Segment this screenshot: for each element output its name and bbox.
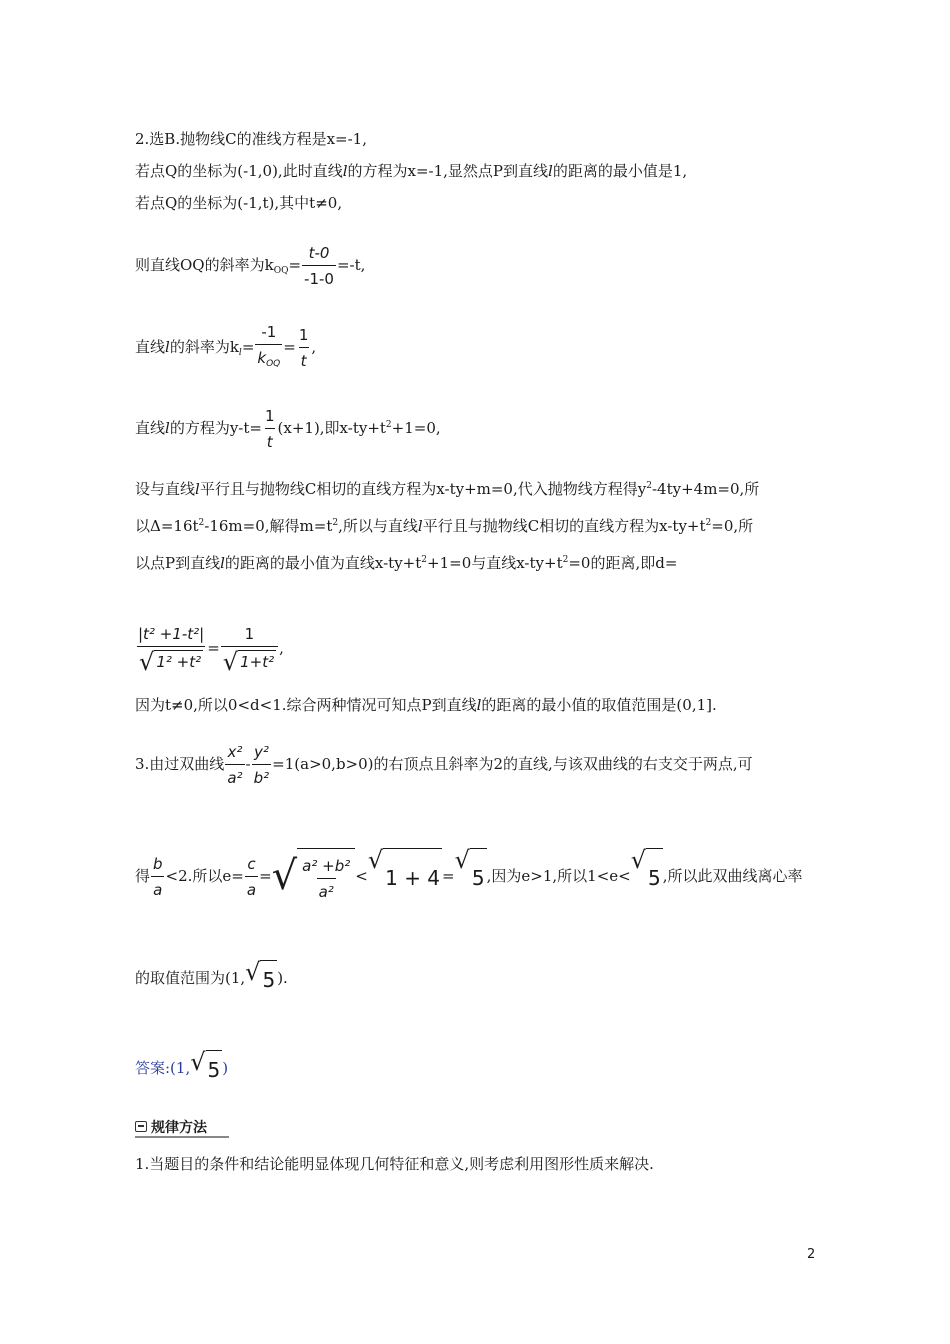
var-l: l xyxy=(165,419,170,437)
superscript: 2 xyxy=(332,518,339,528)
sqrt-five xyxy=(190,1050,222,1088)
fraction-numerator: 1 xyxy=(298,326,309,344)
text: ,因为e>1,所以1<e< xyxy=(486,867,631,885)
text: 平行且与抛物线C相切的直线方程为x-ty+t xyxy=(422,517,706,535)
fraction-denominator: b² xyxy=(252,764,272,788)
var-l: l xyxy=(195,480,200,498)
fraction-denominator: t xyxy=(265,428,275,452)
radical-sign: √ xyxy=(190,1048,206,1076)
text: 以点P到直线 xyxy=(135,554,221,572)
text: 得 xyxy=(135,867,151,885)
radical-sign: √ xyxy=(245,958,261,986)
comma: , xyxy=(311,338,317,356)
text: 直线 xyxy=(135,419,166,437)
var-l: l xyxy=(476,696,482,714)
text: 以Δ=16t xyxy=(135,517,199,535)
fraction-denominator: a xyxy=(245,876,258,900)
p2-line-7 xyxy=(135,476,759,499)
fraction-numerator: b xyxy=(153,855,163,873)
fraction-one-over-t xyxy=(263,406,277,452)
p2-line-2-c: 的距离的最小值是1, xyxy=(552,162,688,180)
fraction-distance xyxy=(136,624,206,674)
fraction-b-a xyxy=(151,854,165,900)
text: 因为t≠0,所以0<d<1.综合两种情况可知点P到直线 xyxy=(135,696,477,714)
equals: = xyxy=(259,867,272,885)
text: ,所以与直线 xyxy=(338,517,418,535)
var-l: l xyxy=(220,554,225,572)
radicand: 1 + 4 xyxy=(383,848,442,906)
fraction-numerator: x² xyxy=(227,743,243,761)
p3-line-2 xyxy=(135,848,803,906)
text: +1=0, xyxy=(391,419,441,437)
superscript: 2 xyxy=(198,518,205,528)
subscript-oq: OQ xyxy=(273,266,289,276)
p2-slope-oq-result: =-t, xyxy=(336,256,366,274)
sqrt-big xyxy=(272,848,356,906)
p2-line-1: 2.选B.抛物线C的准线方程是x=-1, xyxy=(135,130,367,148)
fraction-one-over-t xyxy=(297,325,311,371)
p2-line-equation xyxy=(135,400,441,453)
equals: = xyxy=(288,256,302,274)
sqrt-symbol xyxy=(223,650,276,674)
fraction-neg-one-over-koq xyxy=(255,322,282,374)
radical-sign: √ xyxy=(222,648,239,676)
var-l: l xyxy=(417,517,423,535)
radicand: 5 xyxy=(260,960,277,998)
text: 的距离的最小值为直线x-ty+t xyxy=(224,554,422,572)
var-l: l xyxy=(342,162,348,180)
p2-slope-oq xyxy=(135,240,365,296)
text: -16m=0,解得m=t xyxy=(204,517,333,535)
text: +1=0与直线x-ty+t xyxy=(427,554,563,572)
radicand: 5 xyxy=(646,848,663,906)
fraction-denominator: -1-0 xyxy=(302,265,336,289)
title-underline xyxy=(135,1136,229,1138)
sqrt-symbol xyxy=(139,650,203,674)
p3-line-1 xyxy=(135,738,753,790)
p2-line-2-a: 若点Q的坐标为(-1,0),此时直线 xyxy=(135,162,343,180)
p2-slope-oq-label: 则直线OQ的斜率为k xyxy=(135,256,274,274)
text: 3.由过双曲线 xyxy=(135,755,225,773)
text: 的取值范围为(1, xyxy=(135,969,246,987)
text: ). xyxy=(277,969,288,987)
radicand: 5 xyxy=(470,848,487,906)
fraction-numerator: t-0 xyxy=(308,244,330,262)
minus: - xyxy=(245,755,251,773)
fraction-numerator: c xyxy=(247,855,256,873)
comma: , xyxy=(279,639,284,657)
superscript: 2 xyxy=(646,481,652,491)
text: (x+1),即x-ty+t xyxy=(277,419,386,437)
p2-line-8 xyxy=(135,513,753,536)
sqrt-one-plus-four xyxy=(368,848,442,906)
fraction-numerator: -1 xyxy=(261,323,277,341)
radicand: 1² +t² xyxy=(154,650,203,674)
text: ,所以此双曲线离心率 xyxy=(662,867,803,885)
fraction-c-a xyxy=(245,854,258,900)
text: 的斜率为k xyxy=(169,338,239,356)
fraction-denominator xyxy=(255,344,282,374)
equals: = xyxy=(241,338,255,356)
answer-close: ) xyxy=(222,1059,229,1077)
text: 直线 xyxy=(135,338,166,356)
radical-sign: √ xyxy=(139,648,155,676)
text: 的方程为y-t= xyxy=(169,419,262,437)
text: =0,所 xyxy=(711,517,754,535)
p2-line-3: 若点Q的坐标为(-1,t),其中t≠0, xyxy=(135,194,343,212)
sqrt-five xyxy=(631,848,663,906)
k: k xyxy=(257,349,267,367)
fraction-numerator: y² xyxy=(253,743,269,761)
page-number: 2 xyxy=(807,1247,816,1262)
text: 平行且与抛物线C相切的直线方程为x-ty+m=0,代入抛物线方程得y xyxy=(199,480,647,498)
fraction-slope-oq xyxy=(302,243,336,289)
text: =0的距离,即d= xyxy=(568,554,678,572)
var-l: l xyxy=(548,162,553,180)
fraction-numerator: a² +b² xyxy=(302,857,351,875)
p2-slope-l xyxy=(135,322,316,378)
fraction-a2b2-a2 xyxy=(300,856,352,902)
rule-item-1: 1.当题目的条件和结论能明显体现几何特征和意义,则考虑利用图形性质来解决. xyxy=(135,1155,654,1173)
sqrt-five xyxy=(455,848,487,906)
radicand: 5 xyxy=(206,1050,223,1088)
fraction-denominator xyxy=(221,646,278,674)
section-badge-icon xyxy=(135,1121,147,1132)
equals: = xyxy=(442,867,455,885)
equals: = xyxy=(283,338,296,356)
rule-title-text: 规律方法 xyxy=(151,1119,207,1136)
p2-distance-formula xyxy=(135,620,284,676)
text: 设与直线 xyxy=(135,480,196,498)
fraction-denominator: a xyxy=(151,876,164,900)
var-l: l xyxy=(165,338,170,356)
fraction-x2-a2 xyxy=(225,742,244,788)
sqrt-five xyxy=(245,960,277,998)
fraction-numerator: |t² +1-t²| xyxy=(138,625,205,643)
superscript: 2 xyxy=(562,555,569,565)
fraction-y2-b2 xyxy=(252,742,272,788)
fraction-denominator: a² xyxy=(225,764,244,788)
radicand xyxy=(297,848,355,906)
less-than: < xyxy=(355,867,368,885)
radicand: 1+t² xyxy=(238,650,276,674)
p3-line-3 xyxy=(135,960,288,998)
fraction-numerator: 1 xyxy=(264,407,275,425)
radical-sign: √ xyxy=(367,846,384,874)
fraction-one-over-sqrt xyxy=(221,624,278,674)
p2-line-9 xyxy=(135,550,677,573)
radical-sign: √ xyxy=(454,846,470,874)
text: =1(a>0,b>0)的右顶点且斜率为2的直线,与该双曲线的右支交于两点,可 xyxy=(272,755,753,773)
equals: = xyxy=(207,639,220,657)
text: 的距离的最小值的取值范围是(0,1]. xyxy=(481,696,717,714)
answer-label: 答案:(1, xyxy=(135,1059,191,1077)
superscript: 2 xyxy=(385,420,392,430)
fraction-denominator: a² xyxy=(317,878,336,902)
answer-line xyxy=(135,1050,228,1088)
fraction-numerator: 1 xyxy=(244,625,255,643)
superscript: 2 xyxy=(705,518,712,528)
p2-conclusion xyxy=(135,695,717,715)
text: -4ty+4m=0,所 xyxy=(651,480,760,498)
fraction-denominator xyxy=(137,646,205,674)
p2-line-2 xyxy=(135,161,687,181)
radical-sign: √ xyxy=(271,853,298,899)
superscript: 2 xyxy=(421,555,428,565)
subscript-l: l xyxy=(238,348,242,358)
fraction-denominator: t xyxy=(299,347,309,371)
rule-section-title xyxy=(135,1117,229,1136)
p2-line-2-b: 的方程为x=-1,显然点P到直线 xyxy=(347,162,549,180)
text: <2.所以e= xyxy=(165,867,244,885)
radical-sign: √ xyxy=(630,846,647,874)
subscript-oq: OQ xyxy=(266,359,281,369)
